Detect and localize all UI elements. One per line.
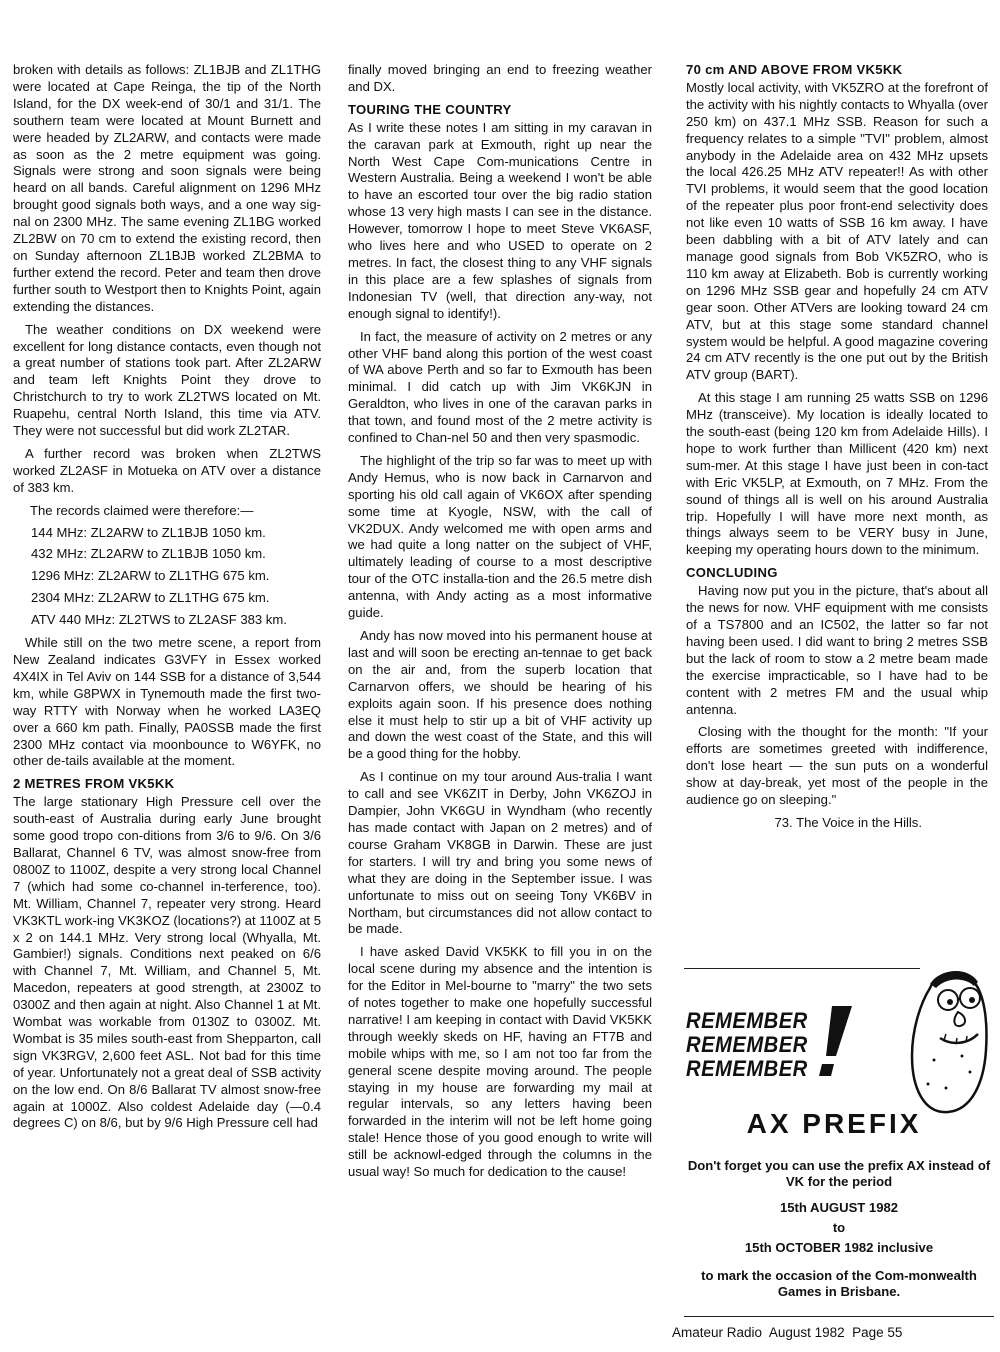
paragraph: finally moved bringing an end to freezing weather and DX. (348, 62, 652, 94)
record-item (13, 612, 321, 629)
record-band: 2304 MHz: (31, 590, 98, 606)
cartoon-mascot-icon (900, 960, 992, 1120)
paragraph: I have asked David VK5KK to fill you in on the local scene during my absence and the intention is for the Editor in Mel-bourne to "marry" the two sets of notes together to make one hopefully successful narrative! I am keeping in contact with David VK5KK through weekly skeds on HF, having an FT7B and mobile whips with me, so I am not too far from the general scene despite moving around. The people staying in my house are forwarding my mail at regular intervals, so any letters having been forwarded in the interim will not be left home going stale! Hence those of you good enough to write will still be acknowl-edged through the columns in the usual way! So much for dedication to the cause! (348, 944, 652, 1180)
paragraph: Having now put you in the picture, that's about all the news for now. VHF equipment with me consists of a TS7800 and an IC502, the latter so far not having been used. I did want to bring 2 metres SSB but the lack of room to stow a 2 metre beam made the exercise impracticable, so I have had to be content with 2 metres FM and the usual whip antenna. (686, 583, 988, 717)
remember-text: REMEMBER (686, 1032, 808, 1057)
page-footer (672, 1325, 992, 1340)
ad-text: Don't forget you can use the prefix AX instead of VK for the period (687, 1158, 991, 1190)
section-heading: CONCLUDING (686, 565, 778, 581)
page-number: Page 55 (852, 1325, 903, 1340)
record-item (13, 546, 321, 563)
ad-end-date: 15th OCTOBER 1982 inclusive (744, 1240, 934, 1255)
remember-text: REMEMBER (686, 1008, 808, 1033)
issue-date: August 1982 (768, 1325, 845, 1340)
record-band: 432 MHz: (31, 546, 91, 562)
paragraph: The weather conditions on DX weekend were excellent for long distance contacts, even though not a great number of stations took part. After ZL2ARW and team left Knights Point they drove to Christchurch to try to work ZL2TWS located on Mt. Ruapehu, central North Island, this time via ATV. They were not successful but did work ZL2TAR. (13, 321, 321, 439)
column-3 (686, 62, 988, 838)
ax-prefix-title: AX PREFIX (746, 1108, 922, 1139)
ax-prefix-advertisement (674, 968, 994, 1326)
record-item (13, 525, 321, 542)
records-list (13, 525, 321, 630)
record-link: ZL2ARW to ZL1THG 675 km. (97, 590, 270, 606)
paragraph: Andy has now moved into his permanent house at last and will soon be erecting an-tennae to get back on the air and, from the superb location that Carnarvon offers, we should be hearing of his exploits again soon. If his presence does nothing else it must help to stir up a bit of VHF activity up and down the west coast of the State, and this will be a good thing for the hobby. (348, 628, 652, 762)
paragraph: As I continue on my tour around Aus-tralia I want to call and see VK6ZIT in Derby, John VK6ZOJ in Dampier, John VK6GU in Wyndham (who recently has made contact with Japan on 2 metres) and of course Graham VK8GB in Darwin. These are just for starters. I will try and bring you some news of what they are doing in the September issue. I was unfortunate to miss out on seeing Tony VK6BV in Northam, but circumstances did not allow contact to be made. (348, 769, 652, 937)
section-heading: TOURING THE COUNTRY (348, 101, 512, 117)
column-1 (13, 62, 321, 1138)
column-2 (348, 62, 652, 1187)
signature: 73. The Voice in the Hills. (774, 814, 922, 830)
paragraph: While still on the two metre scene, a report from New Zealand indicates G3VFY in Essex worked 4X4IX in Tel Aviv on 144 SSB for a distance of 3,544 km, while G8PWX in Tynemouth made the first two-way RTTY with Norway when he worked LA3EQ over a 660 km path. Finally, PA0SSB made the first 2300 MHz contact via moonbounce to W6YFK, no other de-tails available at the moment. (13, 635, 321, 769)
paragraph: The highlight of the trip so far was to meet up with Andy Hemus, who is now back in Carnarvon and sporting his old call again of VK6OX after spending some time at Kyogle, NSW, with the call of VK2DUX. Andy welcomed me with open arms and we had quite a long natter on the subject of VHF, ultimately leading of course to a most descriptive tour of the OTC installa-tion and the 26.5 metre dish antenna, with Andy acting as a most informative guide. (348, 452, 652, 621)
record-link: ZL2TWS to ZL2ASF 383 km. (118, 612, 287, 628)
records-intro: The records claimed were therefore:— (30, 502, 254, 518)
record-band: ATV 440 MHz: (31, 612, 119, 628)
paragraph: In fact, the measure of activity on 2 metres or any other VHF band along this portion of the west coast of WA above Perth and so far to Exmouth has been minimal. I did catch up with Jim VK6KJN in Geraldton, who lives in one of the caravan parks in that town, and found most of the 2 metre activity is confined to Chan-nel 50 and then very spasmodic. (348, 328, 652, 446)
paragraph: As I write these notes I am sitting in my caravan in the caravan park at Exmouth, right up near the North West Cape Com-munications Centre in Western Australia. Being a weekend I won't be able to have an escorted tour over the big radio station whose 13 very high masts I can see in the distance. However, tomorrow I hope to meet Steve VK6ASF, who lives here and who USED to operate on 2 metres. In fact, the closest thing to any VHF signals in this place are a few splashes of signals from Indonesian TV (well, that direction any-way, not enough signal to identify!). (348, 119, 652, 321)
paragraph: broken with details as follows: ZL1BJB and ZL1THG were located at Cape Reinga, the tip of the North Island, for the DX week-end of 30/1 and 31/1. The southern team were located at Mount Burnett and were headed by ZL2ARW, and contacts were made as soon as the 2 metre equipment was going. Signals were strong and soon signals were being heard on all bands. Careful alignment on 1296 MHz brought good signals both ways, and a one way sig-nal on 2300 MHz. The same evening ZL1BG worked ZL2BW on 70 cm to extend the existing record, then on Sunday afternoon ZL1BJB worked ZL2BMA to further extend the record. Peter and team then drove further south to Westport then to Knights Point, again extending the distances. (13, 62, 321, 314)
paragraph: At this stage I am running 25 watts SSB on 1296 MHz (transceive). My location is ideally located to the south-east (being 120 km from Adelaide Hills). I hope to work further than Millicent (420 km) next sum-mer. At this stage I have just been in con-tact with Eric VK5LP, at Exmouth, on 7 MHz. From the sound of things all is well on his around Australia trip. Hopefully I will have more next month, as things always seem to be VERY busy in June, keeping my operating hours down to the minimum. (686, 390, 988, 558)
record-link: ZL2ARW to ZL1BJB 1050 km. (90, 546, 266, 562)
magazine-name: Amateur Radio (672, 1325, 763, 1340)
record-band: 1296 MHz: (31, 568, 98, 584)
paragraph: The large stationary High Pressure cell over the south-east of Australia during early June brought some good tropo con-ditions from 3/6 to 9/6. On 3/6 Ballarat, Channel 6 TV, was almost snow-free from 0800Z to 1100Z, despite a very strong local Channel 7 (which had some co-channel in-terference, too). Mt. William, Channel 7, repeater very strong. Heard VK3KTL work-ing VK3KOZ (locations?) at 1100Z at 5 x 2 on 144.1 MHz. Very strong local (Whyalla, Mt. Gambier!) signals. Conditions next peaked on 6/6 with Channel 7, Mt. William, and Channel 5, Mt. Macedon, repeaters at good strength, at 2300Z to 0300Z and then again at night. Also Channel 1 at Mt. Wombat was workable from 0130Z to 0300Z. Mt. Wombat is 35 miles south-east from Shepparton, call sign VK3RGV, 2,600 feet ASL. Not bad for this time of year. Unfortunately not a great deal of SSB activity on the low end. On 8/6 Ballarat TV almost snow-free again at 1000Z. Also coldest Adelaide day (—0.4 degrees C) on 8/6, but by 9/6 High Pressure cell had (13, 794, 321, 1131)
record-item (13, 568, 321, 585)
exclamation-mark-icon (814, 1004, 854, 1080)
ad-text: to mark the occasion of the Com-monwealth Games in Brisbane. (701, 1268, 977, 1300)
paragraph: A further record was broken when ZL2TWS worked ZL2ASF in Motueka on ATV over a distance of 383 km. (13, 445, 321, 495)
ad-text: to (832, 1220, 846, 1235)
record-link: ZL2ARW to ZL1BJB 1050 km. (90, 524, 266, 540)
paragraph: Closing with the thought for the month: "If your efforts are sometimes greeted with indifference, don't lose heart — the sun puts on a wonderful show at day-break, yet most of the people in the audience go on sleeping." (686, 724, 988, 808)
section-heading: 2 METRES FROM VK5KK (13, 776, 175, 792)
remember-text: REMEMBER (686, 1056, 808, 1081)
divider (684, 968, 920, 969)
paragraph: Mostly local activity, with VK5ZRO at the forefront of the activity with his nightly contacts to Whyalla (over 250 km) on 437.1 MHz SSB. Reason for such a frequency relates to a simple "TVI" problem, almost anybody in the Adelaide area on 432 MHz upsets the local 426.25 MHz ATV repeater!! As with other TVI problems, it would seem that the good location of the repeater plus poor front-end selectivity does not like even 10 watts of SSB 16 km away. I have been dabbling with a bit of ATV lately and can manage good signals from Bob VK5ZRO, who is 110 km away at Elizabeth. Bob is currently working on 1296 MHz SSB gear and hopefully 24 cm ATV gear soon. Other ATVers are looking toward 24 cm ATV, but at this stage some standard channel system would be helpful. A good magazine covering 24 cm ATV recently is the one put out by the British ATV group (BART). (686, 79, 988, 383)
record-band: 144 MHz: (31, 524, 91, 540)
record-item (13, 590, 321, 607)
section-heading: 70 cm AND ABOVE FROM VK5KK (686, 62, 903, 77)
ad-start-date: 15th AUGUST 1982 (779, 1200, 899, 1215)
record-link: ZL2ARW to ZL1THG 675 km. (97, 568, 270, 584)
divider (684, 1316, 994, 1317)
